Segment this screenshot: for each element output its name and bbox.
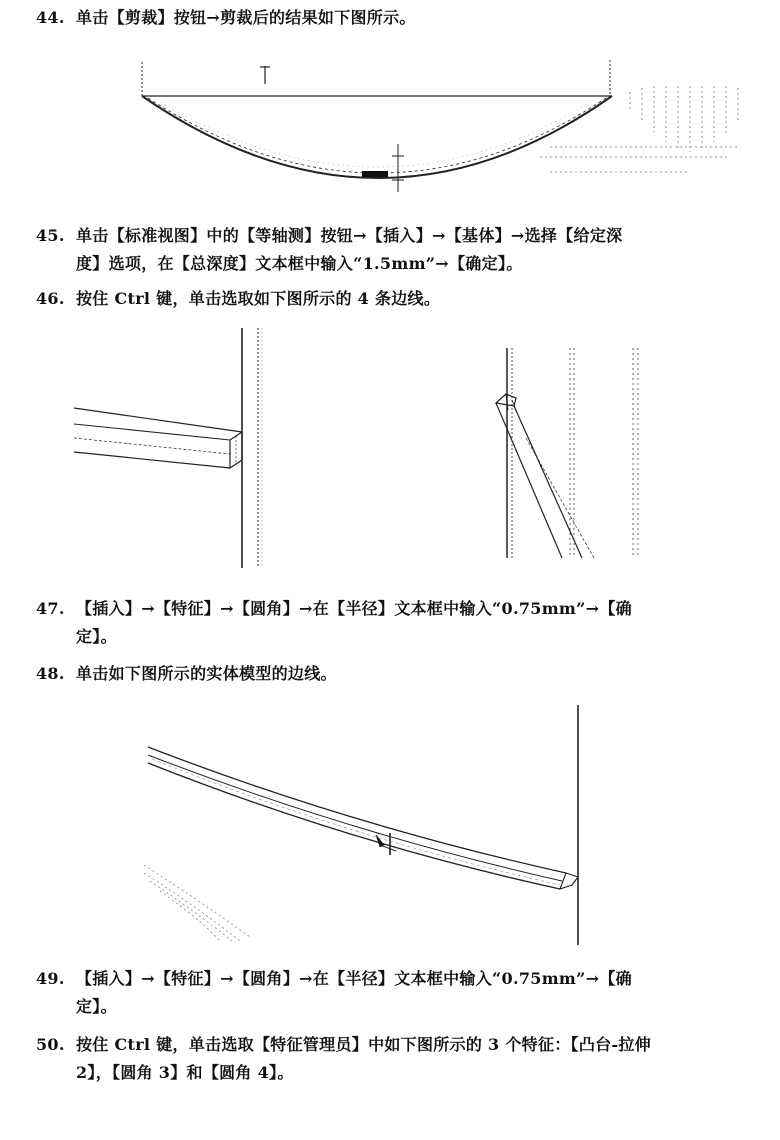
figure-model-edge bbox=[140, 705, 590, 945]
step-text-continued: 定】。 bbox=[76, 997, 117, 1016]
step-text: 【插入】→【特征】→【圆角】→在【半径】文本框中输入“0.75mm”→【确 bbox=[76, 969, 632, 988]
step-50 bbox=[36, 1031, 748, 1087]
step-49 bbox=[36, 965, 748, 1021]
figure-trimmed-arc bbox=[130, 52, 750, 202]
step-text: 单击【剪裁】按钮→剪裁后的结果如下图所示。 bbox=[76, 8, 416, 27]
step-44 bbox=[36, 4, 748, 32]
step-46 bbox=[36, 285, 748, 313]
step-text: 按住 Ctrl 键，单击选取【特征管理员】中如下图所示的 3 个特征：【凸台-拉伸 bbox=[76, 1035, 651, 1054]
step-47 bbox=[36, 595, 748, 651]
step-text-continued: 2】，【圆角 3】和【圆角 4】。 bbox=[76, 1063, 294, 1082]
step-text-continued: 定】。 bbox=[76, 627, 117, 646]
step-number: 44. bbox=[36, 8, 65, 27]
step-number: 49. bbox=[36, 969, 65, 988]
step-number: 48. bbox=[36, 664, 65, 683]
step-text: 按住 Ctrl 键，单击选取如下图所示的 4 条边线。 bbox=[76, 289, 441, 308]
step-number: 46. bbox=[36, 289, 65, 308]
step-number: 47. bbox=[36, 599, 65, 618]
step-number: 50. bbox=[36, 1035, 65, 1054]
figure-four-edges bbox=[70, 328, 670, 573]
step-text: 【插入】→【特征】→【圆角】→在【半径】文本框中输入“0.75mm”→【确 bbox=[76, 599, 632, 618]
step-number: 45. bbox=[36, 226, 65, 245]
step-48 bbox=[36, 660, 748, 688]
step-text: 单击【标准视图】中的【等轴测】按钮→【插入】→【基体】→选择【给定深 bbox=[76, 226, 623, 245]
step-text: 单击如下图所示的实体模型的边线。 bbox=[76, 664, 337, 683]
step-45 bbox=[36, 222, 748, 278]
step-text-continued: 度】选项，在【总深度】文本框中输入“1.5mm”→【确定】。 bbox=[76, 254, 523, 273]
